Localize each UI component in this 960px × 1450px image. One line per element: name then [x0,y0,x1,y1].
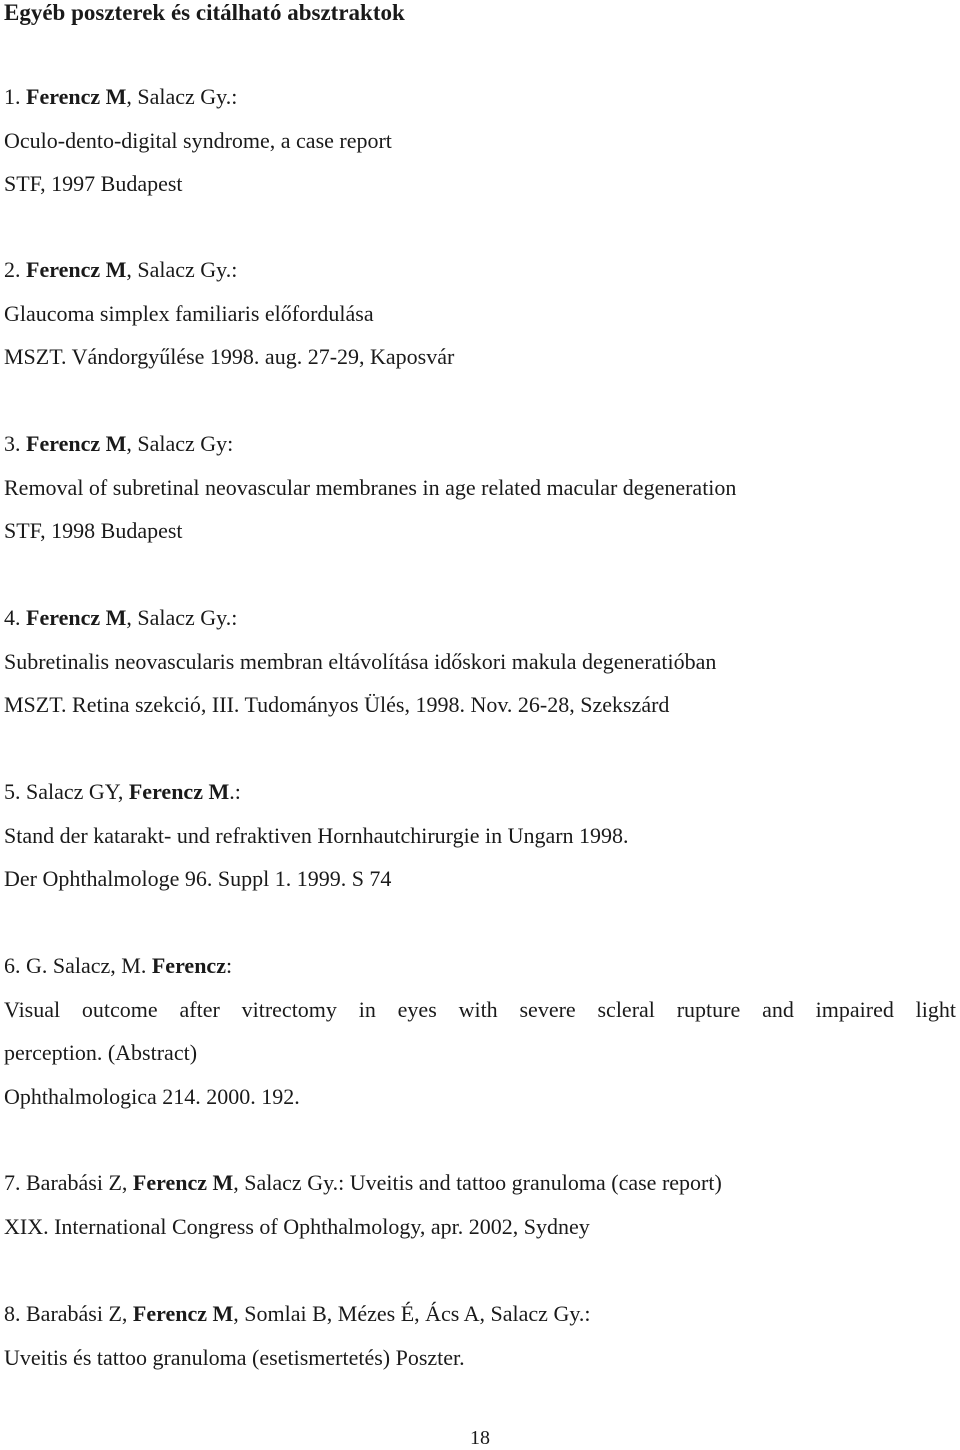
title-line: Uveitis és tattoo granuloma (esetismertetés) Poszter. [4,1344,465,1370]
author-line: 2. Ferencz M, Salacz Gy.: [4,257,238,282]
author-line: 8. Barabási Z, Ferencz M, Somlai B, Mézes É, Ács A, Salacz Gy.: [4,1301,591,1326]
page-number: 18 [470,1427,490,1449]
title-line: Subretinalis neovascularis membran eltávolítása időskori makula degeneratióban [4,648,717,674]
bold-author: Ferencz M [128,779,230,804]
venue-line: STF, 1998 Budapest [4,518,183,543]
venue-line: MSZT. Vándorgyűlése 1998. aug. 27-29, Kaposvár [4,344,455,369]
author-line: 7. Barabási Z, Ferencz M, Salacz Gy.: Uveitis and tattoo granuloma (case report) [4,1170,722,1195]
section-heading: Egyéb poszterek és citálható absztraktok [4,0,405,25]
venue-line: Der Ophthalmologe 96. Suppl 1. 1999. S 74 [4,866,392,891]
author-line: 6. G. Salacz, M. Ferencz: [4,953,233,978]
title-line: Removal of subretinal neovascular membranes in age related macular degeneration [4,474,737,500]
bold-author: Ferencz [151,953,226,978]
reference-entry-3 [4,422,956,553]
title-line: Glaucoma simplex familiaris előfordulása [4,300,374,326]
title-line: Visual outcome after vitrectomy in eyes with severe scleral rupture and impaired light [4,996,956,1022]
bold-author: Ferencz M [26,605,127,630]
reference-entry-5 [4,770,956,901]
author-line: 5. Salacz GY, Ferencz M.: [4,779,241,804]
author-line: 3. Ferencz M, Salacz Gy: [4,431,234,456]
venue-line: STF, 1997 Budapest [4,171,183,196]
title-line: Stand der katarakt- und refraktiven Hornhautchirurgie in Ungarn 1998. [4,822,629,848]
venue-line: XIX. International Congress of Ophthalmology, apr. 2002, Sydney [4,1213,590,1239]
reference-entry-2 [4,248,956,379]
reference-entry-4 [4,596,956,727]
venue-line: Ophthalmologica 214. 2000. 192. [4,1083,300,1109]
title-line: Oculo-dento-digital syndrome, a case report [4,127,392,153]
bold-author: Ferencz M [26,84,127,109]
reference-entry-1 [4,75,956,206]
reference-entry-7 [4,1161,956,1248]
author-line: 1. Ferencz M, Salacz Gy.: [4,84,238,109]
bold-author: Ferencz M [132,1170,234,1195]
bold-author: Ferencz M [26,257,127,282]
reference-entry-6 [4,944,956,1118]
title-line-continued: perception. (Abstract) [4,1040,198,1065]
bold-author: Ferencz M [132,1301,234,1326]
bold-author: Ferencz M [26,431,127,456]
venue-line: MSZT. Retina szekció, III. Tudományos Ülés, 1998. Nov. 26-28, Szekszárd [4,692,670,717]
author-line: 4. Ferencz M, Salacz Gy.: [4,605,238,630]
reference-entry-8 [4,1292,956,1379]
